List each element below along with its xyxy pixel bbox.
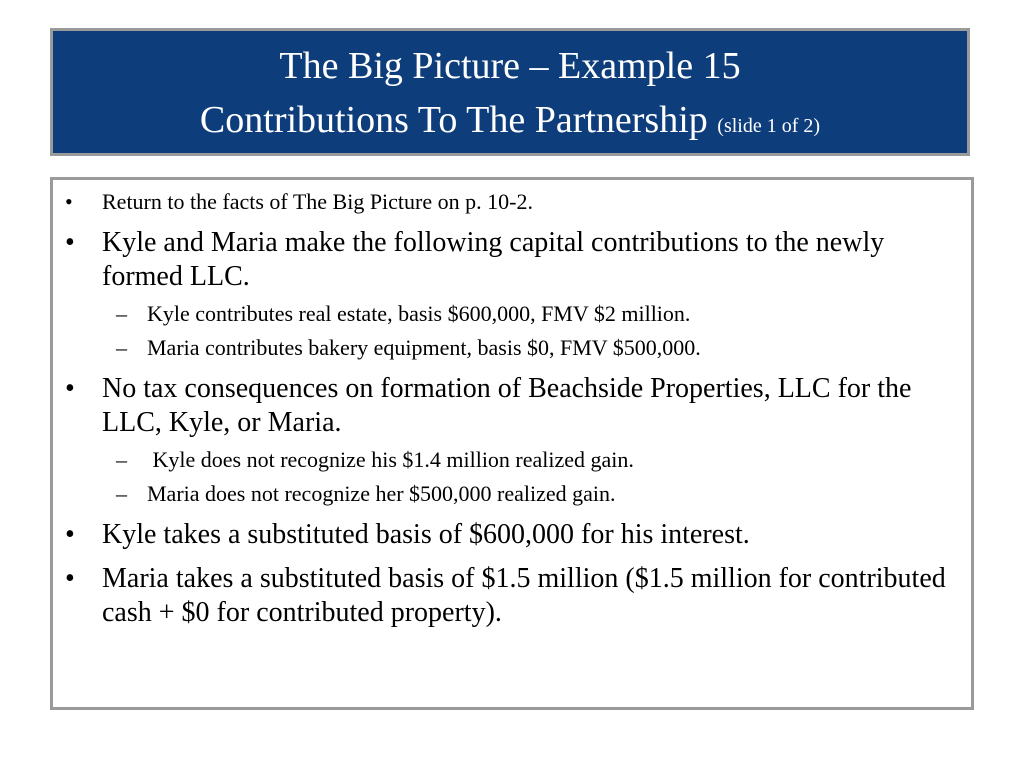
slide-title: The Big Picture – Example 15 xyxy=(279,45,741,87)
bullet-item xyxy=(61,372,971,440)
bullet-text: Return to the facts of The Big Picture on p. 10-2. xyxy=(102,189,533,214)
sub-bullet-item xyxy=(116,334,971,362)
dash-icon: – xyxy=(116,335,127,360)
sub-bullet-text: Maria does not recognize her $500,000 realized gain. xyxy=(147,481,616,506)
bullet-icon: • xyxy=(65,373,75,404)
sub-bullet-item xyxy=(116,300,971,328)
bullet-icon: • xyxy=(65,189,73,214)
bullet-item xyxy=(61,562,971,630)
sub-bullet-text: Kyle does not recognize his $1.4 million realized gain. xyxy=(147,447,634,472)
slide-subtitle xyxy=(53,97,967,149)
sub-bullet-item xyxy=(116,480,971,508)
subtitle-slide-count: (slide 1 of 2) xyxy=(717,115,821,137)
dash-icon: – xyxy=(116,447,127,472)
bullet-icon: • xyxy=(65,227,75,258)
bullet-item xyxy=(61,518,971,552)
bullet-icon: • xyxy=(65,563,75,594)
bullet-text: Kyle and Maria make the following capital contributions to the newly formed LLC. xyxy=(102,227,885,292)
sub-bullet-text: Kyle contributes real estate, basis $600,000, FMV $2 million. xyxy=(147,301,691,326)
bullet-text: Kyle takes a substituted basis of $600,000 for his interest. xyxy=(102,519,750,550)
dash-icon: – xyxy=(116,481,127,506)
bullet-item xyxy=(61,188,971,216)
sub-bullet-item xyxy=(116,446,971,474)
title-banner xyxy=(50,28,970,156)
content-panel xyxy=(50,177,974,710)
bullet-text: No tax consequences on formation of Beachside Properties, LLC for the LLC, Kyle, or Maria. xyxy=(102,373,912,438)
bullet-icon: • xyxy=(65,519,75,550)
bullet-list xyxy=(53,188,971,630)
bullet-text: Maria takes a substituted basis of $1.5 million ($1.5 million for contributed cash + $0 for contributed property). xyxy=(102,563,946,628)
sub-bullet-text: Maria contributes bakery equipment, basis $0, FMV $500,000. xyxy=(147,335,701,360)
subtitle-main: Contributions To The Partnership xyxy=(199,99,708,141)
dash-icon: – xyxy=(116,301,127,326)
bullet-item xyxy=(61,226,971,294)
